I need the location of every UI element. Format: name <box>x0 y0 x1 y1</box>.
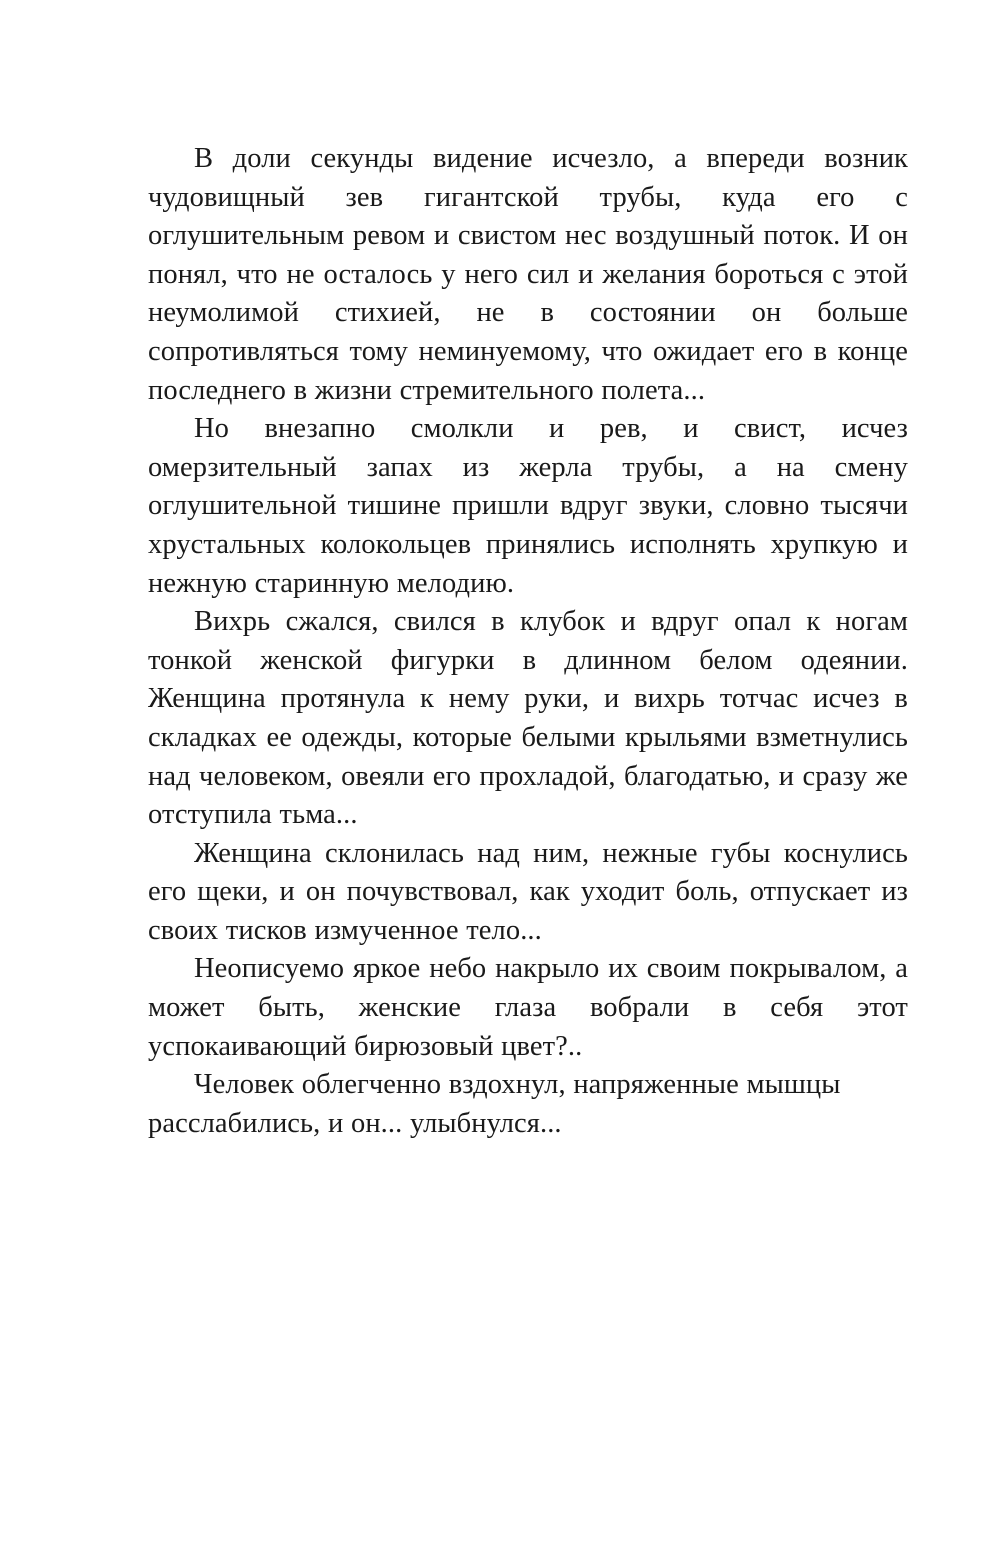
paragraph: Неописуемо яркое небо накрыло их своим покрывалом, а может быть, женские глаза вобрали в себя этот успокаивающий бирюзовый цвет?.. <box>148 953 908 1062</box>
paragraph: Женщина склонилась над ним, нежные губы коснулись его щеки, и он почувствовал, как уходит боль, отпускает из своих тисков измученное тело... <box>148 837 908 946</box>
paragraph: В доли секунды видение исчезло, а впереди возник чудовищный зев гигантской трубы, куда его с оглушительным ревом и свистом нес воздушный поток. И он понял, что не осталось у него сил и желания бороться с этой неумолимой стихией, не в состоянии он больше сопротивляться тому неминуемому, что ожидает его в конце последнего в жизни стремительного полета... <box>148 143 908 406</box>
paragraph: Но внезапно смолкли и рев, и свист, исчез омерзительный запах из жерла трубы, а на смену оглушительной тишине пришли вдруг звуки, словно тысячи хрустальных колокольцев принялись исполнять хрупкую и нежную старинную мелодию. <box>148 413 908 599</box>
paragraph: Человек облегченно вздохнул, напряженные мышцы расслабились, и он... улыбнулся... <box>148 1069 841 1139</box>
paragraph: Вихрь сжался, свился в клубок и вдруг опал к ногам тонкой женской фигурки в длинном белом одеянии. Женщина протянула к нему руки, и вихрь тотчас исчез в складках ее одежды, которые белыми крыльями взметнулись над человеком, овеяли его прохладой, благодатью, и сразу же отступила тьма... <box>148 606 908 831</box>
page-text-column <box>148 140 908 1143</box>
